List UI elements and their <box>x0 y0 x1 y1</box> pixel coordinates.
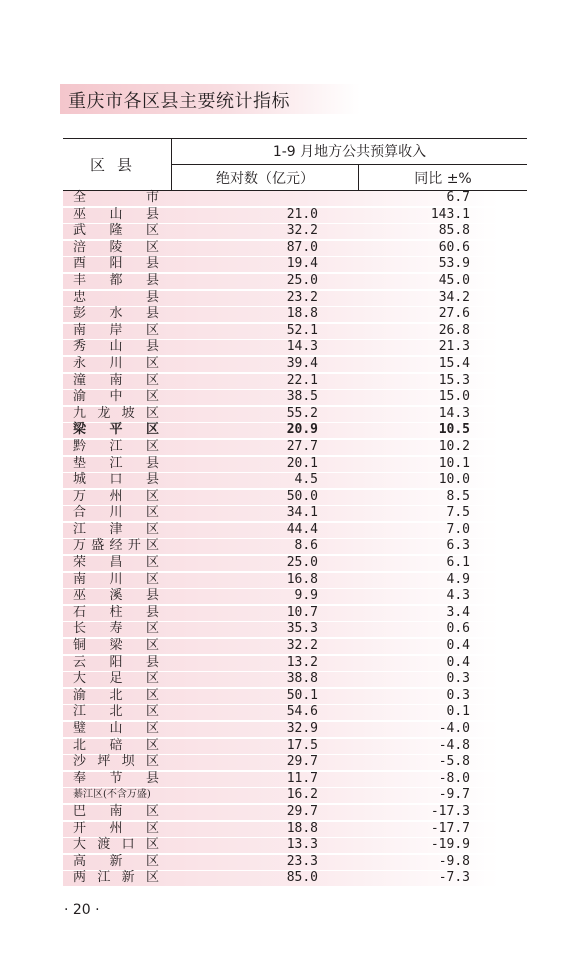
absolute-value: 23.2 <box>286 289 318 305</box>
district-name: 南 川 区 <box>73 571 159 587</box>
district-name: 江 北 区 <box>73 704 159 720</box>
table-row <box>63 190 527 207</box>
absolute-value: 4.5 <box>294 472 318 488</box>
yoy-value: 14.3 <box>438 405 470 421</box>
yoy-value: 0.3 <box>446 687 470 703</box>
table-row <box>63 439 527 456</box>
table-row <box>63 655 527 672</box>
table-body <box>63 190 527 887</box>
yoy-value: 10.1 <box>438 455 470 471</box>
table-row <box>63 621 527 638</box>
table-row <box>63 356 527 373</box>
district-name: 大 渡 口 区 <box>73 837 159 853</box>
district-name: 九 龙 坡 区 <box>73 405 159 421</box>
table-row <box>63 870 527 887</box>
table-row <box>63 256 527 273</box>
district-name: 江 津 区 <box>73 521 159 537</box>
yoy-value: 10.0 <box>438 472 470 488</box>
table-row <box>63 738 527 755</box>
district-name: 北 碚 区 <box>73 737 159 753</box>
absolute-value: 39.4 <box>286 355 318 371</box>
absolute-value: 19.4 <box>286 256 318 272</box>
yoy-value: 4.9 <box>446 571 470 587</box>
district-name: 涪 陵 区 <box>73 239 159 255</box>
table-row <box>63 223 527 240</box>
yoy-value: -4.8 <box>438 737 470 753</box>
yoy-value: 0.6 <box>446 621 470 637</box>
absolute-value: 20.1 <box>286 455 318 471</box>
yoy-value: 0.1 <box>446 704 470 720</box>
district-name: 大 足 区 <box>73 671 159 687</box>
absolute-value: 87.0 <box>286 239 318 255</box>
table-row <box>63 422 527 439</box>
district-name: 城 口 县 <box>73 472 159 488</box>
table-row <box>63 207 527 224</box>
absolute-value: 16.8 <box>286 571 318 587</box>
table-row <box>63 273 527 290</box>
district-name: 渝 北 区 <box>73 687 159 703</box>
district-name: 秀 山 县 <box>73 339 159 355</box>
absolute-value: 85.0 <box>286 870 318 886</box>
district-name: 渝 中 区 <box>73 389 159 405</box>
absolute-value: 8.6 <box>294 538 318 554</box>
table-row <box>63 555 527 572</box>
district-name: 酉 阳 县 <box>73 256 159 272</box>
absolute-value: 21.0 <box>286 206 318 222</box>
yoy-value: 7.0 <box>446 521 470 537</box>
absolute-value: 32.2 <box>286 638 318 654</box>
yoy-value: 10.5 <box>438 422 470 438</box>
yoy-value: 143.1 <box>430 206 470 222</box>
district-name: 南 岸 区 <box>73 322 159 338</box>
header-yoy: 同比 ±% <box>358 164 527 190</box>
table-row <box>63 522 527 539</box>
yoy-value: -4.0 <box>438 721 470 736</box>
absolute-value: 22.1 <box>286 372 318 388</box>
table-row <box>63 821 527 838</box>
table-row <box>63 572 527 589</box>
yoy-value: 6.3 <box>446 538 470 554</box>
absolute-value: 32.9 <box>286 721 318 736</box>
table-row <box>63 240 527 257</box>
yoy-value: -9.7 <box>438 787 470 803</box>
district-name: 两 江 新 区 <box>73 870 159 886</box>
yoy-value: 6.1 <box>446 555 470 571</box>
district-name: 万 州 区 <box>73 488 159 504</box>
district-name: 铜 梁 区 <box>73 638 159 654</box>
absolute-value: 23.3 <box>286 853 318 869</box>
absolute-value: 20.9 <box>286 422 318 438</box>
district-name: 梁 平 区 <box>73 422 159 438</box>
district-name: 云 阳 县 <box>73 654 159 670</box>
table-row <box>63 837 527 854</box>
yoy-value: 7.5 <box>446 505 470 521</box>
table-row <box>63 638 527 655</box>
absolute-value: 44.4 <box>286 521 318 537</box>
yoy-value: -8.0 <box>438 770 470 786</box>
yoy-value: -19.9 <box>430 837 470 853</box>
district-name: 綦江区(不含万盛) <box>73 789 151 801</box>
district-name: 黔 江 区 <box>73 438 159 454</box>
district-name: 高 新 区 <box>73 853 159 869</box>
yoy-value: 8.5 <box>446 488 470 504</box>
absolute-value: 38.8 <box>286 671 318 687</box>
absolute-value: 34.1 <box>286 505 318 521</box>
yoy-value: 60.6 <box>438 239 470 255</box>
table-row <box>63 754 527 771</box>
district-name: 长 寿 区 <box>73 621 159 637</box>
header-budget-revenue: 1-9 月地方公共预算收入 <box>171 138 527 164</box>
absolute-value: 18.8 <box>286 306 318 322</box>
yoy-value: 3.4 <box>446 604 470 620</box>
table-row <box>63 771 527 788</box>
yoy-value: -9.8 <box>438 853 470 869</box>
table-row <box>63 389 527 406</box>
yoy-value: 27.6 <box>438 306 470 322</box>
district-name: 万 盛 经 开 区 <box>73 538 159 554</box>
table-row <box>63 804 527 821</box>
absolute-value: 27.7 <box>286 438 318 454</box>
absolute-value: 29.7 <box>286 754 318 770</box>
absolute-value: 17.5 <box>286 737 318 753</box>
district-name: 石 柱 县 <box>73 604 159 620</box>
absolute-value: 52.1 <box>286 322 318 338</box>
absolute-value: 50.0 <box>286 488 318 504</box>
yoy-value: -7.3 <box>438 870 470 886</box>
district-name: 彭 水 县 <box>73 306 159 322</box>
table-row <box>63 538 527 555</box>
district-name: 奉 节 县 <box>73 770 159 786</box>
absolute-value: 38.5 <box>286 389 318 405</box>
absolute-value: 10.7 <box>286 604 318 620</box>
yoy-value: 4.3 <box>446 588 470 604</box>
yoy-value: -17.7 <box>430 820 470 836</box>
yoy-value: 15.4 <box>438 355 470 371</box>
table-row <box>63 854 527 871</box>
table-row <box>63 406 527 423</box>
yoy-value: 45.0 <box>438 272 470 288</box>
absolute-value: 11.7 <box>286 770 318 786</box>
absolute-value: 13.3 <box>286 837 318 853</box>
district-name: 丰 都 县 <box>73 272 159 288</box>
district-name: 巫 溪 县 <box>73 588 159 604</box>
district-name: 全 市 <box>73 190 159 205</box>
table-row <box>63 456 527 473</box>
district-name: 巫 山 县 <box>73 206 159 222</box>
table-row <box>63 323 527 340</box>
absolute-value: 32.2 <box>286 223 318 239</box>
yoy-value: 0.4 <box>446 638 470 654</box>
district-name: 荣 昌 区 <box>73 555 159 571</box>
table-row <box>63 339 527 356</box>
absolute-value: 54.6 <box>286 704 318 720</box>
absolute-value: 55.2 <box>286 405 318 421</box>
table-row <box>63 688 527 705</box>
table-row <box>63 306 527 323</box>
absolute-value: 29.7 <box>286 803 318 819</box>
yoy-value: 53.9 <box>438 256 470 272</box>
table-row <box>63 605 527 622</box>
absolute-value: 16.2 <box>286 787 318 803</box>
yoy-value: 21.3 <box>438 339 470 355</box>
district-name: 垫 江 县 <box>73 455 159 471</box>
table-row <box>63 489 527 506</box>
yoy-value: -17.3 <box>430 803 470 819</box>
yoy-value: 0.3 <box>446 671 470 687</box>
absolute-value: 13.2 <box>286 654 318 670</box>
district-name: 璧 山 区 <box>73 721 159 736</box>
district-name: 永 川 区 <box>73 355 159 371</box>
district-name: 合 川 区 <box>73 505 159 521</box>
header-absolute: 绝对数（亿元） <box>171 164 358 190</box>
district-name: 巴 南 区 <box>73 803 159 819</box>
page-number: · 20 · <box>64 902 100 918</box>
table-row <box>63 787 527 804</box>
yoy-value: -5.8 <box>438 754 470 770</box>
header-district: 区县 <box>89 155 144 174</box>
yoy-value: 34.2 <box>438 289 470 305</box>
table-row <box>63 373 527 390</box>
district-name: 开 州 区 <box>73 820 159 836</box>
yoy-value: 26.8 <box>438 322 470 338</box>
absolute-value: 35.3 <box>286 621 318 637</box>
table-row <box>63 472 527 489</box>
absolute-value: 14.3 <box>286 339 318 355</box>
district-name: 忠 县 <box>73 289 159 305</box>
district-name: 武 隆 区 <box>73 223 159 239</box>
table-row <box>63 671 527 688</box>
yoy-value: 15.3 <box>438 372 470 388</box>
yoy-value: 10.2 <box>438 438 470 454</box>
yoy-value: 15.0 <box>438 389 470 405</box>
table-row <box>63 290 527 307</box>
absolute-value: 18.8 <box>286 820 318 836</box>
page-title: 重庆市各区县主要统计指标 <box>68 91 290 112</box>
table-row <box>63 588 527 605</box>
absolute-value: 50.1 <box>286 687 318 703</box>
district-name: 沙 坪 坝 区 <box>73 754 159 770</box>
absolute-value: 9.9 <box>294 588 318 604</box>
district-name: 潼 南 区 <box>73 372 159 388</box>
absolute-value: 25.0 <box>286 555 318 571</box>
yoy-value: 0.4 <box>446 654 470 670</box>
table-row <box>63 704 527 721</box>
table-row <box>63 721 527 738</box>
yoy-value: 6.7 <box>446 190 470 205</box>
yoy-value: 85.8 <box>438 223 470 239</box>
table-row <box>63 505 527 522</box>
absolute-value: 25.0 <box>286 272 318 288</box>
